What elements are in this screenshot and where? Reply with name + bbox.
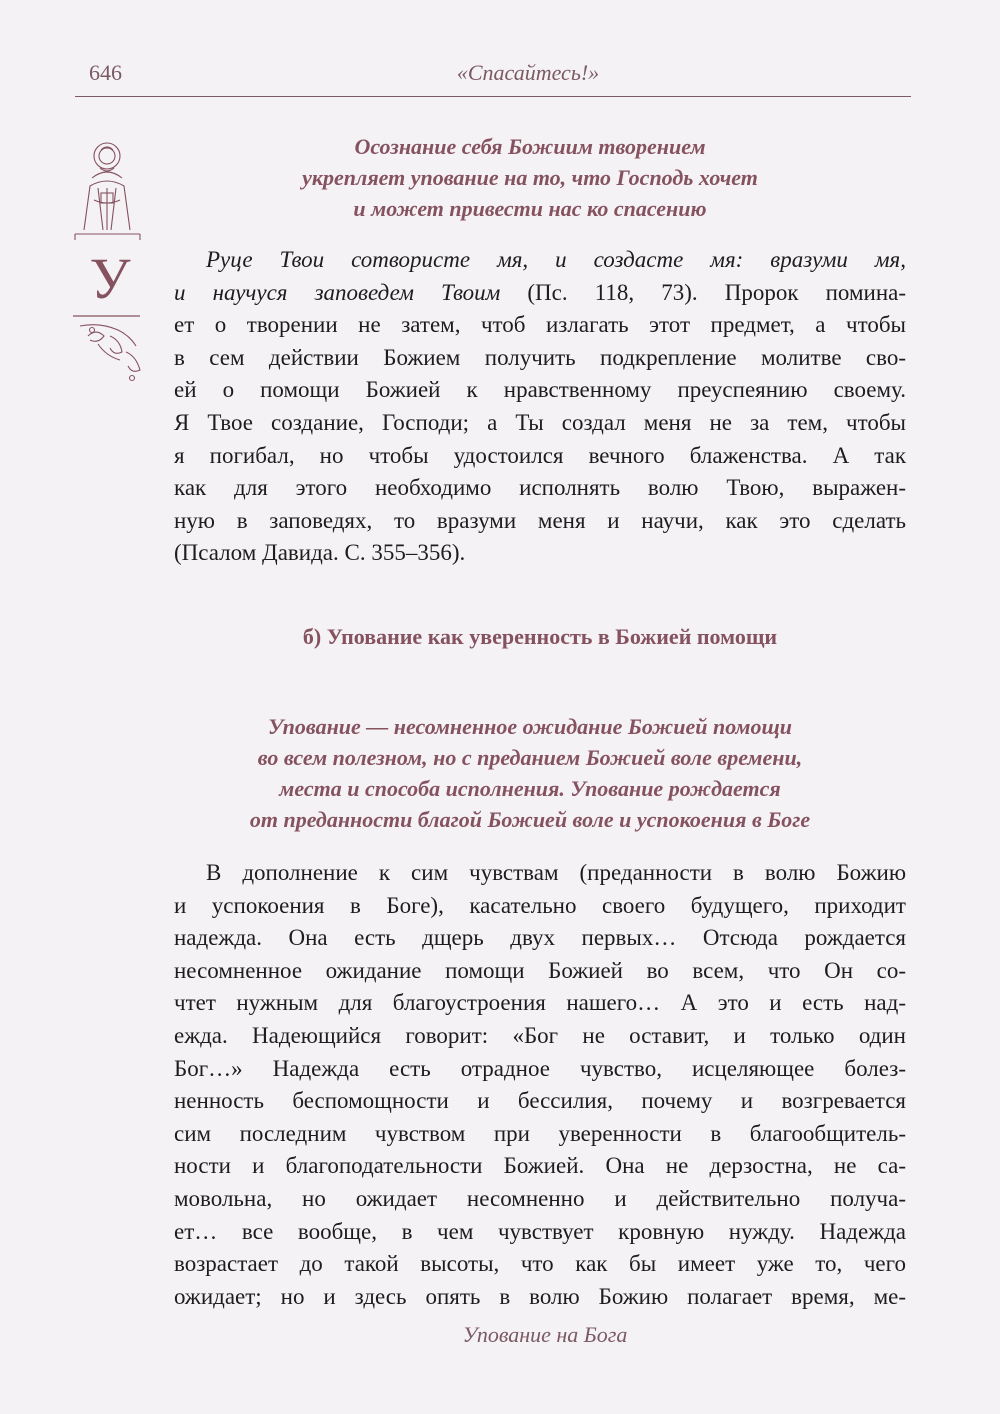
text-line: Я Твое создание, Господи; а Ты создал меня не за тем, чтобы [174,409,906,435]
paragraph-creation [174,244,906,570]
heading-line: места и способа исполнения. Упование рождается [279,776,781,801]
text-line: Бог…» Надежда есть отрадное чувство, исцеляющее болез- [174,1055,906,1081]
initial-letter: У [89,246,131,311]
saint-portrait-icon [75,143,140,240]
text-line: ет о творении не затем, чтоб излагать этот предмет, а чтобы [174,312,906,338]
psalm-quote-end: и научуся заповедем Твоим [174,279,501,305]
heading-line: укрепляет упование на то, что Господь хочет [302,165,758,190]
text-line: чтет нужным для благоустроения нашего… А это и есть над- [174,990,906,1016]
heading-line: от преданности благой Божией воле и успокоения в Боге [249,807,811,832]
text-line: сим последним чувством при уверенности в благообщитель- [174,1120,906,1146]
text-line: ей о помощи Божией к нравственному преуспеянию своему. [174,377,906,403]
text-line: несомненное ожидание помощи Божией во всем, что Он со- [174,957,906,983]
page-header [75,56,911,97]
subheading-creation [170,131,890,224]
text-line: как для этого необходимо исполнять волю Твою, выражен- [174,475,906,501]
heading-line: Осознание себя Божиим творением [354,134,706,159]
heading-line: Упование — несомненное ожидание Божией помощи [267,714,793,739]
text-line: и успокоения в Боге), касательно своего будущего, приходит [174,892,906,918]
text-line: ности и благоподательности Божией. Она не дерзостна, не са- [174,1153,906,1179]
psalm-quote: Руце Твои сотвористе мя, и создасте мя: вразуми мя, [206,247,906,272]
quote-line [174,244,906,277]
text-line: я погибал, но чтобы удостоился вечного блаженства. А так [174,442,906,468]
citation: (Пс. 118, 73). Пророк помина- [500,279,906,305]
heading-line: и может привести нас ко спасению [353,196,707,221]
page-number: 646 [89,60,122,85]
paragraph-hope [174,857,906,1313]
text-line [174,277,906,310]
text-line: ет… все вообще, в чем чувствует кровную нужду. Надежда [174,1218,906,1244]
text-line: мовольна, но ожидает несомненно и действительно получа- [174,1185,906,1211]
footer-title: Упование на Бога [462,1322,628,1347]
heading-line: во всем полезном, но с преданием Божией воле времени, [257,745,803,770]
text-line: в сем действии Божием получить подкрепление молитве сво- [174,344,906,370]
text-line: ненность беспомощности и бессилия, почему и возгревается [174,1088,906,1114]
section-heading: б) Упование как уверенность в Божией помощи [302,624,778,649]
subheading-hope [170,711,890,835]
margin-decoration [70,130,150,390]
text-line: ную в заповедях, то вразуми меня и научи, как это сделать [174,507,906,533]
text-line: возрастает до такой высоты, что как бы имеет уже то, чего [174,1251,906,1277]
text-line: ежда. Надеющийся говорит: «Бог не оставит, и только один [174,1022,906,1048]
text-line: В дополнение к сим чувствам (преданности в волю Божию [206,860,906,885]
running-title: «Спасайтесь!» [456,60,600,85]
floral-ornament-icon [80,325,140,381]
text-line: надежда. Она есть дщерь двух первых… Отсюда рождается [174,925,906,951]
text-line: ожидает; но и здесь опять в волю Божию полагает время, ме- [174,1283,906,1309]
text-line: (Псалом Давида. С. 355–356). [174,540,466,566]
